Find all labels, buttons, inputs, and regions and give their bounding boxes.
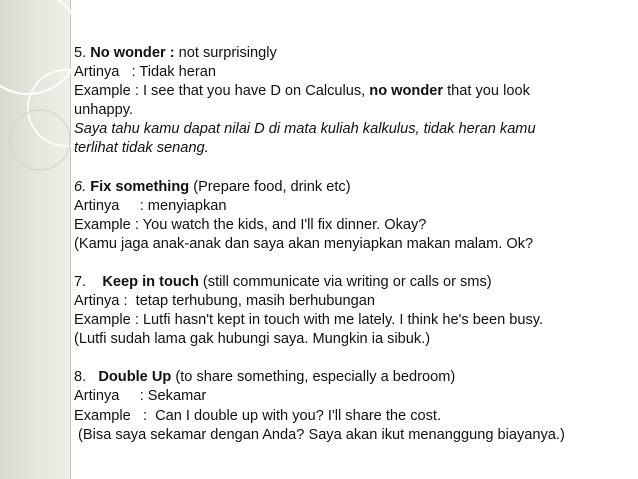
example-text: Example : Lutfi hasn't kept in touch with me lately. I think he's been busy.	[74, 312, 544, 329]
phrase: Keep in touch	[102, 273, 199, 290]
item-number: 6.	[74, 178, 87, 195]
example-text: Example : You watch the kids, and I'll fix dinner. Okay?	[74, 216, 427, 233]
phrase: Fix something	[90, 178, 190, 195]
translation-line-2: terlihat tidak senang.	[74, 140, 209, 157]
phrase: No wonder :	[90, 45, 175, 61]
translation-line-1: Saya tahu kamu dapat nilai D di mata kuliah kalkulus, tidak heran kamu	[74, 121, 536, 138]
meaning: not surprisingly	[174, 45, 277, 61]
meaning: (Prepare food, drink etc)	[189, 178, 351, 195]
example-text: Example : I see that you have D on Calculus,	[74, 83, 370, 100]
example-bold: no wonder	[369, 83, 444, 100]
example-text: Example : Can I double up with you? I'll share the cost.	[74, 407, 442, 424]
item-number: 5.	[74, 45, 87, 61]
item-8	[74, 368, 636, 444]
translation: (Kamu jaga anak-anak dan saya akan menyiapkan makan malam. Ok?	[74, 235, 534, 252]
item-5	[74, 44, 636, 159]
translation: (Lutfi sudah lama gak hubungi saya. Mungkin ia sibuk.)	[74, 331, 431, 348]
item-number: 7.	[74, 273, 87, 290]
item-number: 8.	[74, 369, 87, 386]
artinya-label: Artinya	[74, 197, 120, 214]
item-7	[74, 273, 636, 349]
meaning: (still communicate via writing or calls or sms)	[198, 273, 492, 290]
artinya-line: Artinya : Sekamar	[74, 388, 207, 405]
item-6	[74, 178, 636, 254]
artinya-value: : Tidak heran	[119, 64, 216, 81]
meaning: (to share something, especially a bedroom)	[171, 369, 456, 386]
example-suffix: that you look	[443, 83, 530, 100]
phrase: Double Up	[98, 369, 172, 386]
artinya-label: Artinya	[74, 64, 120, 81]
artinya-value: : menyiapkan	[119, 197, 227, 214]
slide-content	[74, 44, 636, 464]
example-continuation: unhappy.	[74, 102, 133, 119]
artinya-line: Artinya : tetap terhubung, masih berhubungan	[74, 293, 375, 310]
translation: (Bisa saya sekamar dengan Anda? Saya akan ikut menanggung biayanya.)	[74, 426, 565, 443]
